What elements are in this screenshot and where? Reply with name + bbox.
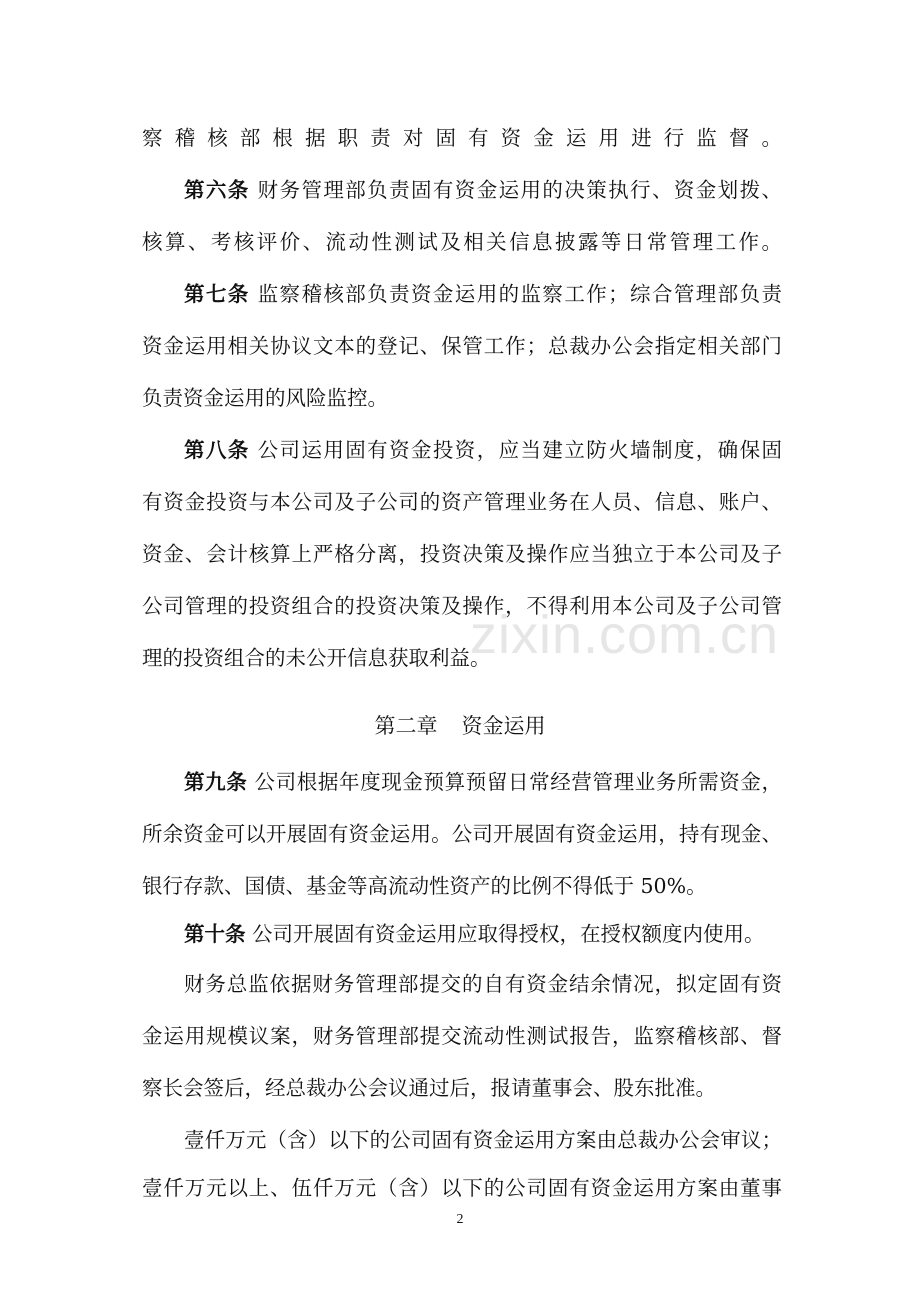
- article-8-line-4: 公司管理的投资组合的投资决策及操作，不得利用本公司及子公司管: [142, 594, 782, 618]
- article-7-line-2: 资金运用相关协议文本的登记、保管工作；总裁办公会指定相关部门: [142, 334, 782, 358]
- article-label: 第八条: [184, 438, 250, 462]
- article-7-line-1: [184, 280, 782, 308]
- article-8-line-3: 资金、会计核算上严格分离，投资决策及操作应当独立于本公司及子: [142, 542, 782, 566]
- article-label: 第七条: [184, 282, 250, 306]
- article-8-line-1: [184, 436, 782, 464]
- paragraph-line: 财务总监依据财务管理部提交的自有资金结余情况，拟定固有资: [184, 972, 782, 996]
- paragraph-line: 壹仟万元（含）以下的公司固有资金运用方案由总裁办公会审议；: [184, 1128, 782, 1152]
- article-6-line-2: 核算、考核评价、流动性测试及相关信息披露等日常管理工作。: [142, 230, 782, 254]
- chapter-number: 第二章: [374, 714, 438, 738]
- article-7-line-3: 负责资金运用的风险监控。: [142, 386, 388, 410]
- article-6-line-1: [184, 176, 782, 204]
- article-label: 第十条: [184, 922, 246, 946]
- paragraph-line: 壹仟万元以上、伍仟万元（含）以下的公司固有资金运用方案由董事: [142, 1176, 782, 1200]
- article-text: 公司根据年度现金预算预留日常经营管理业务所需资金，: [254, 770, 782, 794]
- article-text: 公司运用固有资金投资，应当建立防火墙制度，确保固: [257, 438, 782, 462]
- article-text: 财务管理部负责固有资金运用的决策执行、资金划拨、: [257, 178, 782, 202]
- text-line: 察稽核部根据职责对固有资金运用进行监督。: [142, 126, 782, 150]
- article-text: 监察稽核部负责资金运用的监察工作；综合管理部负责: [257, 282, 782, 306]
- article-label: 第九条: [184, 770, 248, 794]
- page-number: 2: [456, 1212, 464, 1227]
- article-9-line-1: [184, 768, 782, 796]
- article-9-line-3: 银行存款、国债、基金等高流动性资产的比例不得低于 50%。: [142, 874, 707, 898]
- article-8-line-5: 理的投资组合的未公开信息获取利益。: [142, 646, 491, 670]
- article-8-line-2: 有资金投资与本公司及子公司的资产管理业务在人员、信息、账户、: [142, 490, 782, 514]
- chapter-title: 资金运用: [461, 714, 546, 738]
- article-text: 公司开展固有资金运用应取得授权，在授权额度内使用。: [252, 922, 765, 946]
- paragraph-line: 金运用规模议案，财务管理部提交流动性测试报告，监察稽核部、督: [142, 1024, 782, 1048]
- paragraph-line: 察长会签后，经总裁办公会议通过后，报请董事会、股东批准。: [142, 1076, 716, 1100]
- article-9-line-2: 所余资金可以开展固有资金运用。公司开展固有资金运用，持有现金、: [142, 822, 782, 846]
- watermark: zixin.com.cn: [470, 605, 780, 665]
- chapter-heading: [0, 712, 920, 740]
- article-label: 第六条: [184, 178, 250, 202]
- article-10-line-1: [184, 920, 782, 948]
